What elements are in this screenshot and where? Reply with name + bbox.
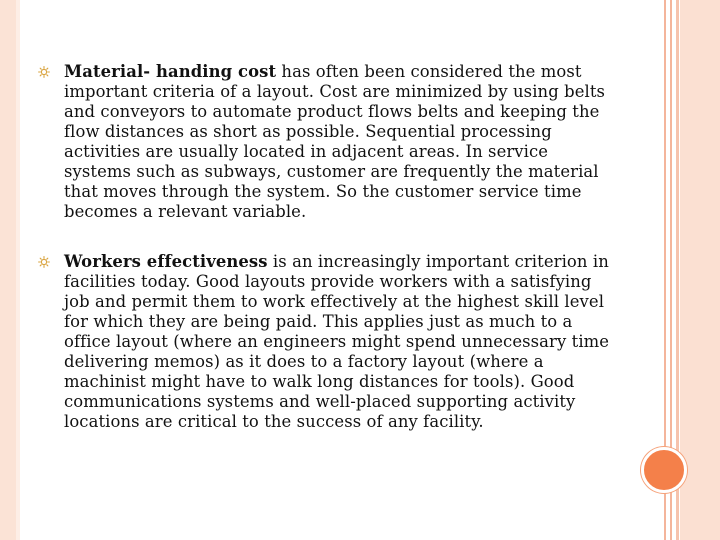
bullet-body-text: is an increasingly important criterion in facilities today. Good layouts provide workers with a satisfying job and permit them to work effectively at the highest skill level for which they are being paid. This applies just as much to a office layout (where an engineers might spend unnecessary time delivering memos) as it does to a factory layout (where a machinist might have to walk long distances for tools). Good communications systems and well-placed supporting activity locations are critical to the success of any facility. — [64, 252, 610, 431]
bullet-item-material-handling-cost — [38, 62, 618, 222]
bullet-heading: Workers effectiveness — [64, 252, 268, 271]
accent-circle — [641, 447, 687, 493]
bullet-heading: Material- handing cost — [64, 62, 277, 81]
bullet-body-text: has often been considered the most important criteria of a layout. Cost are minimized by using belts and conveyors to automate product flows belts and keeping the flow distances as short as possible. Sequential processing activities are usually located in adjacent areas. In service systems such as subways, customer are frequently the material that moves through the system. So the customer service time becomes a relevant variable. — [64, 62, 606, 221]
slide-content — [38, 62, 618, 432]
left-decorative-band-inner — [16, 0, 20, 540]
left-decorative-band — [0, 0, 16, 540]
sun-bullet-icon — [38, 66, 50, 78]
right-decorative-band — [680, 0, 720, 540]
sun-bullet-icon — [38, 256, 50, 268]
bullet-item-workers-effectiveness — [38, 252, 618, 432]
